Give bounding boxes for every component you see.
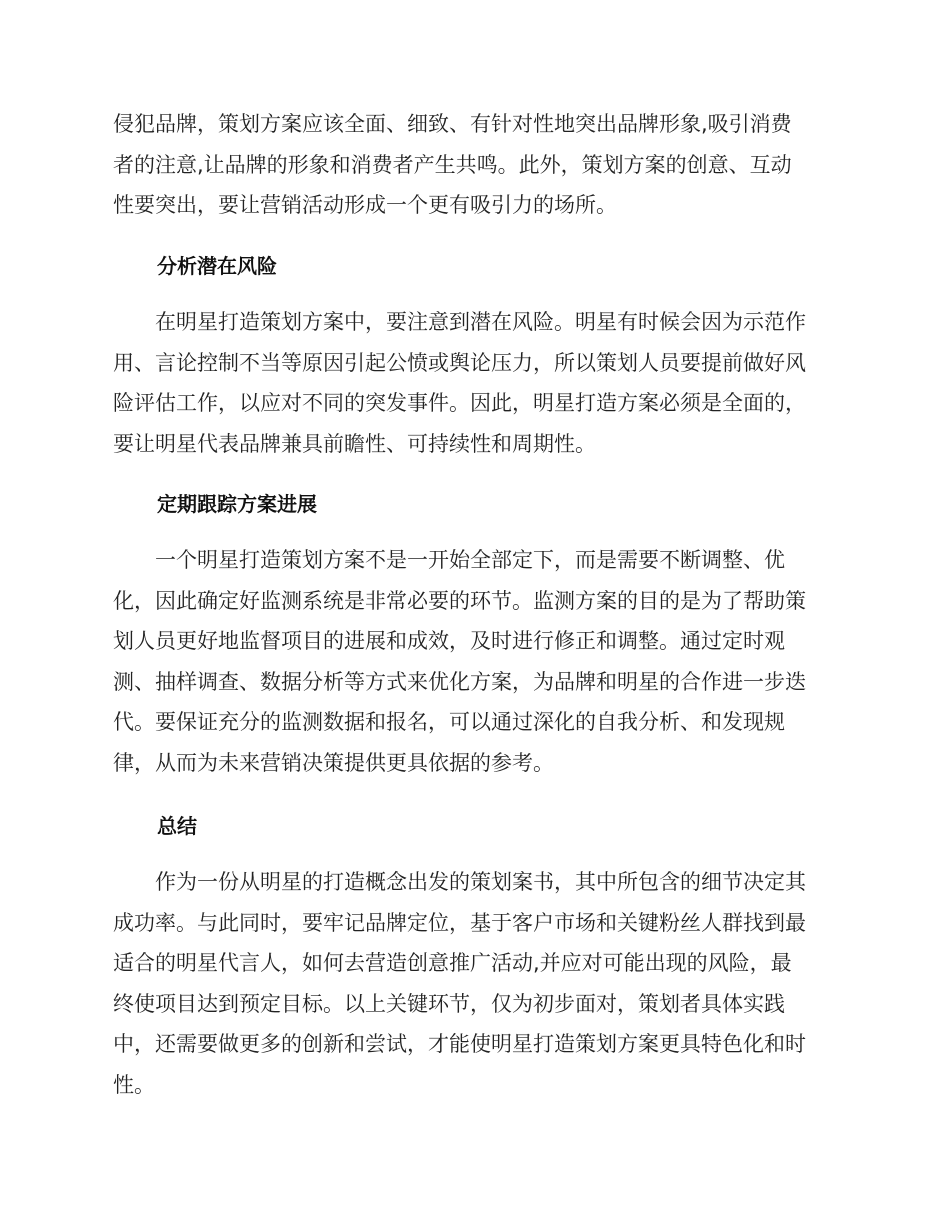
heading-tracking: 定期跟踪方案进展 [157,492,317,516]
tracking-paragraph: 一个明星打造策划方案不是一开始全部定下，而是需要不断调整、优 化，因此确定好监测系统是非常必要的环节。监测方案的目的是为了帮助策 划人员更好地监督项目的进展和成效，及时进行修正和调整。通过定时观 测、抽样调查、数据分析等方式来优化方案，为品牌和明星的合作进一步迭 代。要保证充分的监测数据和报名，可以通过深化的自我分析、和发现规 律，从而为未来营销决策提供更具依据的参考。 [113,548,806,775]
summary-paragraph: 作为一份从明星的打造概念出发的策划案书，其中所包含的细节决定其 成功率。与此同时，要牢记品牌定位，基于客户市场和关键粉丝人群找到最 适合的明星代言人，如何去营造创意推广活动,并应对可能出现的风险，最 终使项目达到预定目标。以上关键环节，仅为初步面对，策划者具体实践 中，还需要做更多的创新和尝试，才能使明星打造策划方案更具特色化和时 性。 [113,870,806,1097]
heading-summary: 总结 [157,814,197,838]
heading-risk: 分析潜在风险 [157,254,277,278]
intro-paragraph: 侵犯品牌，策划方案应该全面、细致、有针对性地突出品牌形象,吸引消费 者的注意,让品牌的形象和消费者产生共鸣。此外，策划方案的创意、互动 性要突出，要让营销活动形成一个更有吸引力的场所。 [113,112,792,217]
risk-paragraph: 在明星打造策划方案中，要注意到潜在风险。明星有时候会因为示范作 用、言论控制不当等原因引起公愤或舆论压力，所以策划人员要提前做好风 险评估工作，以应对不同的突发事件。因此，明星打造方案必须是全面的， 要让明星代表品牌兼具前瞻性、可持续性和周期性。 [113,310,806,456]
